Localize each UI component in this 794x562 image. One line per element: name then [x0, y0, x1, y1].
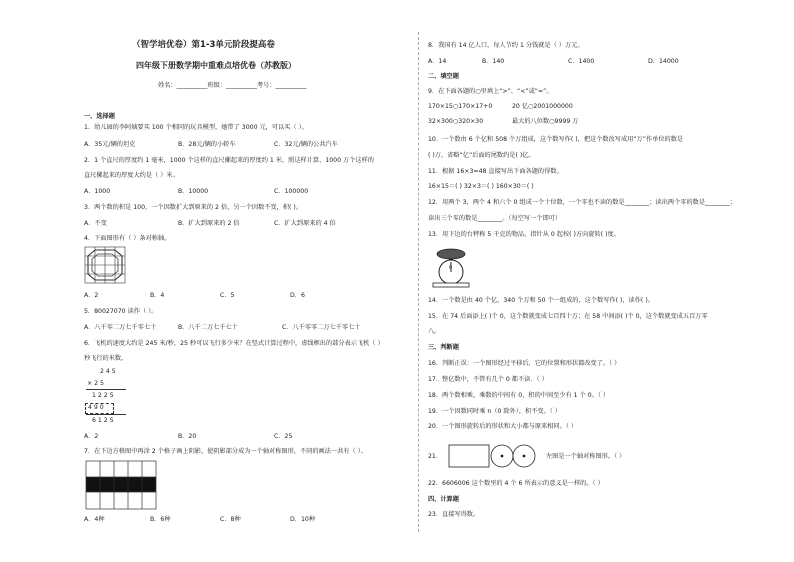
- q6-option-b: B．20: [178, 433, 197, 440]
- question-12-line2: 读出三个零的数是________。（每空写一个即可）: [428, 215, 562, 222]
- q4-option-d: D．6: [290, 292, 305, 299]
- q2-option-b: B．10000: [178, 188, 209, 195]
- question-19: 19．一个因数同时乘 n（0 除外），积不变。（ ）: [428, 408, 561, 415]
- question-22: 22．6606006 这个数里的 4 个 6 所表示的意义是一样的。（ ）: [428, 480, 604, 487]
- student-info: 姓名：__________班级：__________考号：__________: [158, 82, 307, 89]
- q1-option-b: B．28元/辆的小轿车: [178, 141, 236, 148]
- q4-option-b: B．4: [150, 292, 165, 299]
- scale-zero-label: 0: [449, 265, 453, 271]
- question-9: 9．在下面各题的○里填上“>”、“<”或“=”。: [428, 88, 553, 95]
- calc-multiplier: × 2 5: [87, 380, 104, 387]
- q3-option-c: C．扩大到原来的 4 倍: [274, 220, 336, 227]
- q11-items: 16×15＝( ) 32×3＝( ) 160×30＝( ): [428, 183, 534, 190]
- q9-item-1: 170×15○170×17+0: [428, 103, 493, 110]
- calc-rule-1: [86, 389, 126, 390]
- question-18: 18．两个数相乘，乘数的中间有 0，积的中间至少有 1 个 0。（ ）: [428, 392, 610, 399]
- question-1: 1．幼儿园的李阿姨要买 100 个相同的玩具模型，她带了 3000 元，可以买（ ）。: [84, 124, 308, 131]
- q2-option-a: A．1000: [84, 188, 111, 195]
- question-20: 20．一个图形旋转后的形状和大小都与原来相同。（ ）: [428, 423, 578, 430]
- q9-item-4: 最大的八位数○9999 万: [512, 118, 579, 125]
- section-choice-heading: 一、选择题: [84, 113, 115, 120]
- question-21-number: 21．: [428, 453, 443, 460]
- question-7: 7．在下边方格图中再涂 2 个格子画上阴影，使阴影部分成为一个轴对称图形，不同的画法一共有（ ）。: [84, 448, 367, 455]
- question-10-line2: ( )万，省略“亿”后面的尾数约是( )亿。: [428, 152, 535, 159]
- question-15-line1: 15．在 74 后面添上( )个 0，这个数就变成七百四十万；在 58 中间添( )个 0，这个数就变成五百万零: [428, 313, 708, 320]
- q6-option-a: A．2: [84, 433, 99, 440]
- q5-option-b: B．八千二万七千七十: [178, 324, 238, 331]
- question-11: 11．根据 16×3=48 直接写出下面各题的得数。: [428, 168, 563, 175]
- q7-option-c: C．8种: [220, 516, 241, 523]
- q9-item-2: 20 亿○2001000000: [512, 103, 573, 110]
- q8-option-d: D．14000: [648, 58, 679, 65]
- q1-option-c: C．32元/辆的公共汽车: [274, 141, 338, 148]
- section-calc-heading: 四、计算题: [428, 496, 459, 503]
- question-10-line1: 10．一个数由 6 个亿和 508 个万组成，这个数写作( )，把这个数改写成用“万”作单位的数是: [428, 136, 684, 143]
- q6-option-c: C．25: [274, 433, 293, 440]
- question-13: 13．用下边的台秤称 5 千克的物品，指针从 0 起按( )方向旋转( )度。: [428, 231, 620, 238]
- question-23: 23．直接写得数。: [428, 511, 480, 518]
- question-21-text: 左图是一个轴对称图形。（ ）: [546, 453, 626, 460]
- q4-option-a: A．2: [84, 292, 99, 299]
- question-8: 8．我国有 14 亿人口，每人节约 1 分钱就是（ ）万元。: [428, 42, 584, 49]
- exam-subtitle: 四年级下册数学期中重难点培优卷（苏教版）: [136, 61, 296, 70]
- q4-option-c: C．5: [220, 292, 235, 299]
- column-divider: [418, 32, 419, 532]
- section-judge-heading: 三、判断题: [428, 344, 459, 351]
- calc-partial-2: 4 9 0: [88, 404, 104, 411]
- calc-partial-1: 1 2 2 5: [92, 392, 114, 399]
- q5-option-a: A．八千零二万七千零七十: [84, 324, 157, 331]
- q8-option-a: A．14: [428, 58, 447, 65]
- q8-option-b: B．140: [482, 58, 505, 65]
- q3-option-b: B．扩大到原来的 2 倍: [178, 220, 240, 227]
- section-fill-heading: 二、填空题: [428, 73, 459, 80]
- question-15-line2: 八。: [428, 328, 441, 335]
- question-2-line1: 2．1 个直尺的厚度约 1 毫米，1000 个这样的直尺摞起来的厚度约 1 米，照这样计算，1000 万个这样的: [84, 157, 374, 164]
- q7-option-d: D．10种: [290, 516, 316, 523]
- q8-option-c: C．1400: [568, 58, 595, 65]
- calc-multiplicand: 2 4 5: [100, 368, 116, 375]
- question-2-line2: 直尺摞起来的厚度大约是（ ）米。: [84, 172, 179, 179]
- q2-option-c: C．100000: [274, 188, 309, 195]
- question-12-line1: 12．用两个 3，两个 4 和六个 0 组成一个十位数，一个零也不读的数是________；读出两个零的数是________；: [428, 199, 736, 206]
- question-5: 5．80027070 读作（ ）。: [84, 308, 158, 315]
- q7-option-a: A．4种: [84, 516, 105, 523]
- question-6-line1: 6．飞机的速度大约是 245 米/秒，25 秒可以飞行多少米？在竖式计算过程中，虚线框出的部分表示飞机（ ）: [84, 340, 384, 347]
- q1-option-a: A．35元/辆的坦克: [84, 141, 136, 148]
- question-4: 4．下面图形有（ ）条对称轴。: [84, 235, 171, 242]
- question-16: 16．判断正误：一个图形经过平移后，它的位置和形状都改变了。（ ）: [428, 360, 621, 367]
- question-6-line2: 秒飞行的米数。: [84, 355, 128, 362]
- q9-item-3: 32×300○320×30: [428, 118, 484, 125]
- q7-option-b: B．6种: [150, 516, 171, 523]
- calc-product: 6 1 2 5: [92, 417, 114, 424]
- shading-grid-figure: [85, 460, 157, 510]
- question-14: 14．一个数是由 40 个亿，340 个万和 50 个一组成的，这个数写作( )，读作( )。: [428, 297, 654, 304]
- octagon-grid-figure: [84, 246, 126, 284]
- q3-option-a: A．不变: [84, 220, 107, 227]
- question-17: 17．整亿数中，不管有几个 0 都不读．（ ）: [428, 376, 548, 383]
- q5-option-c: C．八千零零二万七千零七十: [282, 324, 361, 331]
- exam-title: （智学培优卷）第1-3单元阶段提高卷: [132, 40, 275, 50]
- calc-rule-2: [86, 414, 126, 415]
- question-3: 3．两个数的积是 100，一个因数扩大到原来的 2 倍，另一个因数不变，积( )。: [84, 204, 303, 211]
- rectangle-circles-figure: [448, 443, 536, 469]
